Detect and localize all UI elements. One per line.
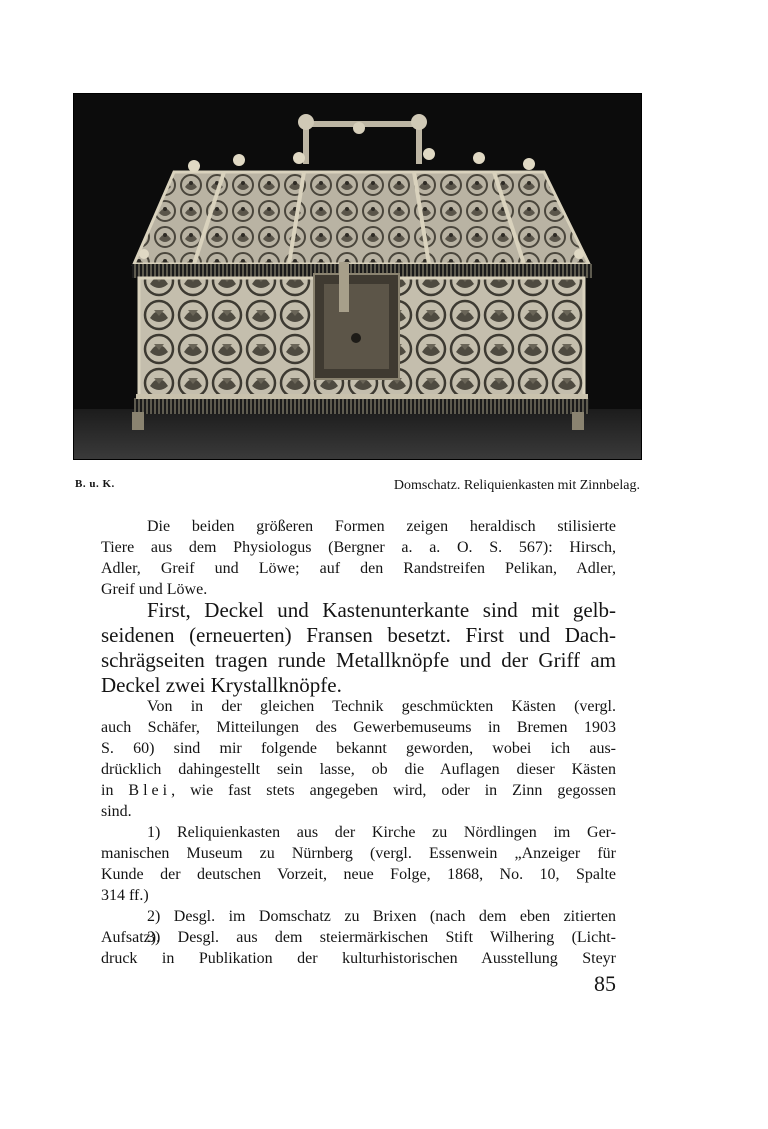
text-line: Greif und Löwe. [101, 581, 208, 598]
casket-illustration [74, 94, 641, 459]
text-line: 3) Desgl. aus dem steiermärkischen Stift Wilhering (Licht- [147, 929, 616, 946]
text-line: seidenen (erneuerten) Fransen besetzt. First und Dach- [101, 623, 616, 647]
text-line: Aufsatz). [101, 929, 161, 946]
plate-credit: B. u. K. [75, 478, 115, 490]
text-line: schrägseiten tragen runde Metallknöpfe und der Griff am [101, 648, 616, 672]
list-item-1 [101, 822, 616, 906]
paragraph-fringes [101, 598, 616, 698]
text-line: 314 ff.) [101, 887, 149, 904]
text-line: 2) Desgl. im Domschatz zu Brixen (nach dem eben zitierten [147, 908, 616, 925]
text-fragment: , wie fast stets angegeben wird, oder in Zinn gegossen [171, 782, 616, 799]
text-line: manischen Museum zu Nürnberg (vergl. Essenwein „Anzeiger für [101, 845, 616, 862]
text-line: S. 60) sind mir folgende bekannt geworden, wobei ich aus- [101, 740, 616, 757]
text-line: drücklich dahingestellt sein lasse, ob die Auflagen dieser Kästen [101, 761, 616, 778]
text-line: Adler, Greif und Löwe; auf den Randstreifen Pelikan, Adler, [101, 560, 616, 577]
text-line: First, Deckel und Kastenunterkante sind mit gelb- [147, 598, 616, 622]
emphasis-blei: Blei [128, 782, 172, 799]
paragraph-similar-caskets [101, 696, 616, 822]
text-line-blei [101, 780, 616, 801]
text-line: sind. [101, 803, 132, 820]
text-line: druck in Publikation der kulturhistorischen Ausstellung Steyr [101, 950, 616, 967]
paragraph-physiologus [101, 516, 616, 600]
figure-caption: Domschatz. Reliquienkasten mit Zinnbelag. [393, 478, 640, 493]
text-line: Kunde der deutschen Vorzeit, neue Folge, 1868, No. 10, Spalte [101, 866, 616, 883]
text-line: Tiere aus dem Physiologus (Bergner a. a. O. S. 567): Hirsch, [101, 539, 616, 556]
text-line: Die beiden größeren Formen zeigen heraldisch stilisierte [147, 518, 616, 535]
text-line: Von in der gleichen Technik geschmückten Kästen (vergl. [147, 698, 616, 715]
text-line: Deckel zwei Krystallknöpfe. [101, 673, 342, 697]
text-line: 1) Reliquienkasten aus der Kirche zu Nördlingen im Ger- [147, 824, 616, 841]
page-number: 85 [594, 971, 616, 996]
reliquary-photograph [73, 93, 642, 460]
text-line: auch Schäfer, Mitteilungen des Gewerbemuseums in Bremen 1903 [101, 719, 616, 736]
list-item-3 [101, 927, 616, 969]
text-fragment: in [101, 782, 129, 799]
